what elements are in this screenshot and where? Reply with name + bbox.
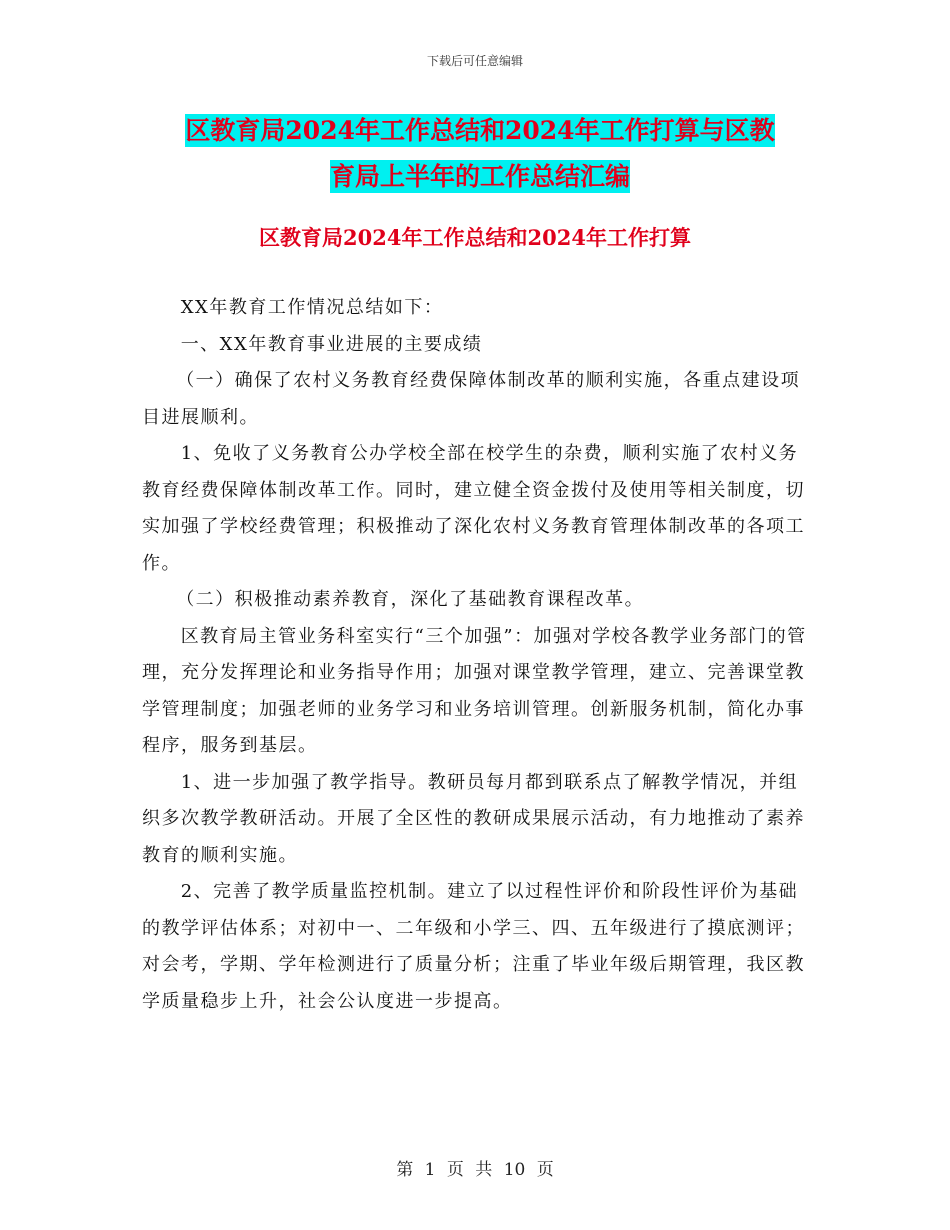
section-subtitle: 区教育局2024年工作总结和2024年工作打算 <box>259 225 691 250</box>
document-body <box>142 290 814 1020</box>
paragraph: （一）确保了农村义务教育经费保障体制改革的顺利实施，各重点建设项目进展顺利。 <box>142 370 801 428</box>
paragraph: 1、免收了义务教育公办学校全部在校学生的杂费，顺利实施了农村义务教育经费保障体制改革工作。同时，建立健全资金拨付及使用等相关制度，切实加强了学校经费管理；积极推动了深化农村义务教育管理体制改革的各项工作。 <box>142 443 805 574</box>
paragraph: 一、XX年教育事业进展的主要成绩 <box>180 333 483 355</box>
paragraph: 区教育局主管业务科室实行“三个加强”：加强对学校各教学业务部门的管理，充分发挥理论和业务指导作用；加强对课堂教学管理，建立、完善课堂教学管理制度；加强老师的业务学习和业务培训管理。创新服务机制，简化办事程序，服务到基层。 <box>142 625 807 756</box>
paragraph: 1、进一步加强了教学指导。教研员每月都到联系点了解教学情况，并组织多次教学教研活动。开展了全区性的教研成果展示活动，有力地推动了素养教育的顺利实施。 <box>142 771 805 866</box>
title-line-2: 育局上半年的工作总结汇编 <box>329 162 630 191</box>
page-indicator: 第 1 页 共 10 页 <box>396 1160 554 1180</box>
header-note: 下载后可任意编辑 <box>426 54 523 68</box>
paragraph: 2、完善了教学质量监控机制。建立了以过程性评价和阶段性评价为基础的教学评估体系；对初中一、二年级和小学三、四、五年级进行了摸底测评；对会考，学期、学年检测进行了质量分析；注重了毕业年级后期管理，我区教学质量稳步上升，社会公认度进一步提高。 <box>142 881 805 1012</box>
paragraph: XX年教育工作情况总结如下： <box>180 297 444 318</box>
paragraph: （二）积极推动素养教育，深化了基础教育课程改革。 <box>176 589 645 610</box>
title-line-1: 区教育局2024年工作总结和2024年工作打算与区教 <box>185 116 775 145</box>
document-title <box>140 108 820 200</box>
